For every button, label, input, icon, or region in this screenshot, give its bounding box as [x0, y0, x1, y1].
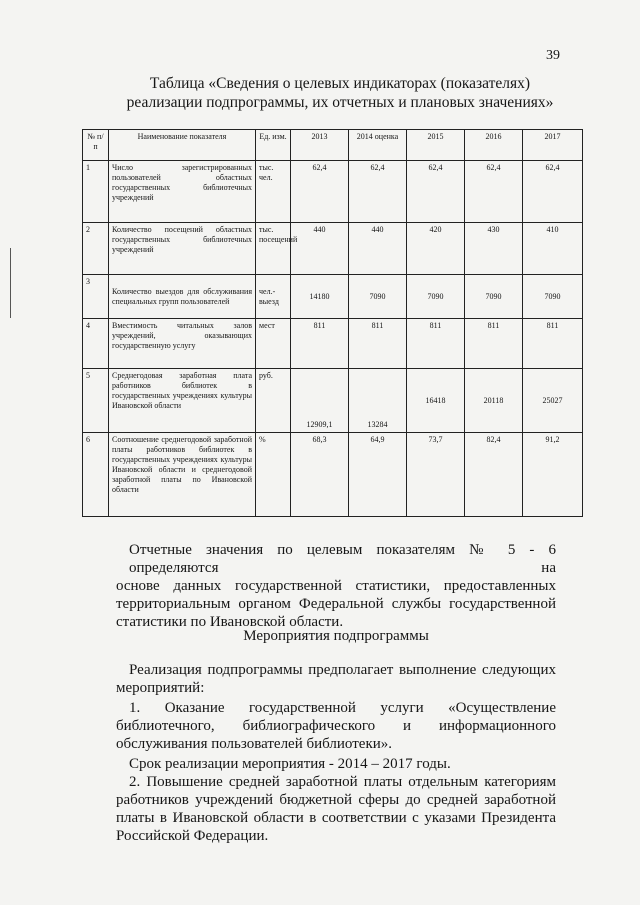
page-number: 39	[546, 48, 560, 63]
table-row	[83, 319, 583, 369]
cell-value-2017: 91,2	[523, 433, 583, 517]
cell-value-2015: 16418	[407, 369, 465, 433]
cell-no: 5	[83, 369, 109, 433]
cell-no: 1	[83, 161, 109, 223]
cell-value-2015: 811	[407, 319, 465, 369]
statistics-note-line-1: Отчетные значения по целевым показателям № 5 - 6 определяются на	[129, 542, 556, 576]
cell-unit: мест	[256, 319, 291, 369]
measure-period	[116, 755, 556, 773]
measure-period-text: Срок реализации мероприятия - 2014 – 2017 годы.	[129, 756, 451, 772]
cell-value-2014: 811	[349, 319, 407, 369]
cell-value-2014: 13284	[349, 369, 407, 433]
cell-unit: %	[256, 433, 291, 517]
cell-value-2015: 62,4	[407, 161, 465, 223]
cell-value-2017: 410	[523, 223, 583, 275]
table-row	[83, 275, 583, 319]
cell-value-2013: 14180	[291, 275, 349, 319]
statistics-note-rest: основе данных государственной статистики, предоставленных территориальным органом Федеральной службы государственной статистики по Ивановской области.	[116, 578, 556, 630]
cell-value-2017: 25027	[523, 369, 583, 433]
cell-name: Вместимость читальных залов учреждений, оказывающих государственную услугу	[109, 319, 256, 369]
cell-value-2017: 62,4	[523, 161, 583, 223]
header-2013: 2013	[291, 130, 349, 161]
table-title-line-1: Таблица «Сведения о целевых индикаторах (показателях)	[149, 75, 531, 92]
cell-name: Количество выездов для обслуживания специальных групп пользователей	[109, 275, 256, 319]
header-name: Наименование показателя	[109, 130, 256, 161]
cell-value-2014: 440	[349, 223, 407, 275]
header-2016: 2016	[465, 130, 523, 161]
cell-value-2014: 62,4	[349, 161, 407, 223]
table-row	[83, 161, 583, 223]
table-title-line-2: реализации подпрограммы, их отчетных и плановых значениях»	[126, 94, 554, 111]
header-no: № п/п	[83, 130, 109, 161]
cell-unit: тыс. посещений	[256, 223, 291, 275]
measures-intro-paragraph	[116, 661, 556, 697]
indicators-table	[82, 129, 583, 517]
cell-value-2013: 12909,1	[291, 369, 349, 433]
cell-name: Число зарегистрированных пользователей областных государственных библиотечных учреждений	[109, 161, 256, 223]
scan-artifact-line	[10, 248, 11, 318]
cell-value-2013: 62,4	[291, 161, 349, 223]
cell-value-2016: 82,4	[465, 433, 523, 517]
table-header-row	[83, 130, 583, 161]
cell-value-2014: 7090	[349, 275, 407, 319]
measures-intro-rest: мероприятий:	[116, 680, 205, 696]
header-unit: Ед. изм.	[256, 130, 291, 161]
header-2014: 2014 оценка	[349, 130, 407, 161]
cell-name: Среднегодовая заработная плата работников библиотек в государственных учреждениях культуры Ивановской области	[109, 369, 256, 433]
measure-item-2-rest: работников учреждений бюджетной сферы до средней заработной платы в Ивановской области в соответствии с указами Президента Российской Федерации.	[116, 792, 556, 844]
cell-value-2013: 440	[291, 223, 349, 275]
measure-item-1-line-1: 1. Оказание государственной услуги «Осуществление	[129, 700, 556, 716]
cell-value-2015: 73,7	[407, 433, 465, 517]
section-heading: Мероприятия подпрограммы	[243, 628, 429, 644]
cell-value-2016: 430	[465, 223, 523, 275]
cell-value-2016: 7090	[465, 275, 523, 319]
header-2017: 2017	[523, 130, 583, 161]
cell-value-2013: 811	[291, 319, 349, 369]
cell-value-2017: 811	[523, 319, 583, 369]
cell-unit: чел.-выезд	[256, 275, 291, 319]
table-title	[60, 74, 620, 112]
table-row	[83, 433, 583, 517]
table-row	[83, 223, 583, 275]
measure-item-1-rest: библиотечного, библиографического и информационного обслуживания пользователей библиотеки».	[116, 718, 556, 752]
measure-item-1	[116, 699, 556, 753]
cell-unit: руб.	[256, 369, 291, 433]
cell-value-2015: 420	[407, 223, 465, 275]
measures-intro-line-1: Реализация подпрограммы предполагает выполнение следующих	[129, 662, 556, 678]
cell-value-2016: 811	[465, 319, 523, 369]
cell-value-2013: 68,3	[291, 433, 349, 517]
header-2015: 2015	[407, 130, 465, 161]
cell-no: 3	[83, 275, 109, 319]
cell-value-2016: 20118	[465, 369, 523, 433]
cell-no: 2	[83, 223, 109, 275]
table-row	[83, 369, 583, 433]
cell-value-2015: 7090	[407, 275, 465, 319]
cell-value-2014: 64,9	[349, 433, 407, 517]
cell-value-2016: 62,4	[465, 161, 523, 223]
measure-item-2	[116, 773, 556, 845]
cell-unit: тыс. чел.	[256, 161, 291, 223]
cell-name: Соотношение среднегодовой заработной платы работников библиотек в государственных учреждениях культуры Ивановской области и среднегодовой заработной платы по Ивановской области	[109, 433, 256, 517]
cell-no: 4	[83, 319, 109, 369]
measure-item-2-line-1: 2. Повышение средней заработной платы отдельным категориям	[129, 774, 556, 790]
statistics-note-paragraph	[116, 541, 556, 631]
cell-no: 6	[83, 433, 109, 517]
cell-value-2017: 7090	[523, 275, 583, 319]
cell-name: Количество посещений областных государственных библиотечных учреждений	[109, 223, 256, 275]
